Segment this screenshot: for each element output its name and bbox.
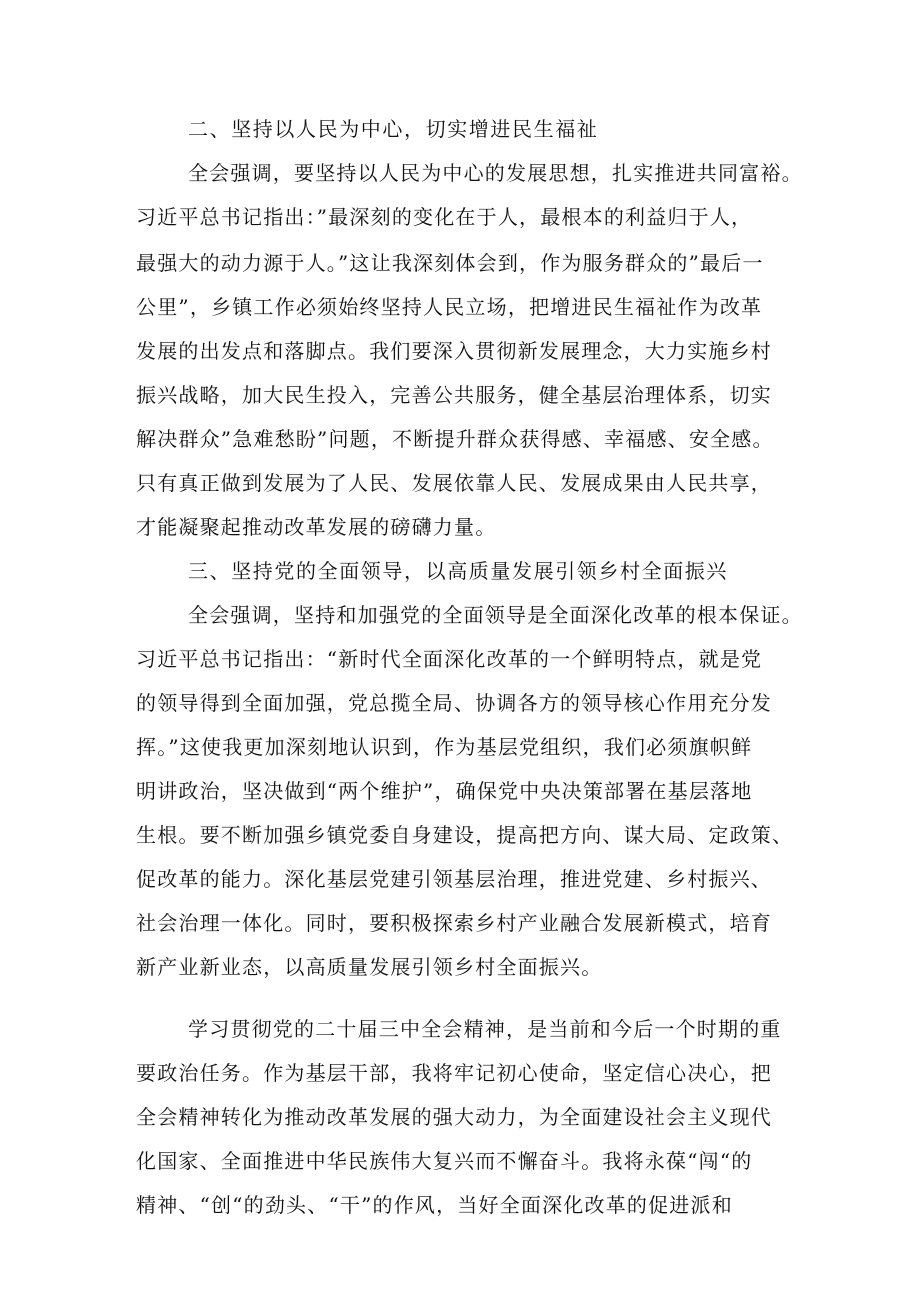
paragraph-line: 明讲政治，坚决做到“两个维护”，确保党中央决策部署在基层落地 xyxy=(136,779,753,803)
paragraph-line: 促改革的能力。深化基层党建引领基层治理，推进党建、乡村振兴、 xyxy=(136,867,772,891)
paragraph-line: 解决群众”急难愁盼”问题，不断提升群众获得感、幸福感、安全感。 xyxy=(136,427,774,451)
paragraph-line: 社会治理一体化。同时，要积极探索乡村产业融合发展新模式，培育 xyxy=(136,911,772,935)
paragraph-line: 全会精神转化为推动改革发展的强大动力，为全面建设社会主义现代 xyxy=(136,1105,772,1129)
section-heading-2: 二、坚持以人民为中心，切实增进民生福祉 xyxy=(188,117,599,141)
paragraph-line: 挥。”这使我更加深刻地认识到，作为基层党组织，我们必须旗帜鲜 xyxy=(136,735,753,759)
paragraph-line: 习近平总书记指出：“新时代全面深化改革的一个鲜明特点，就是党 xyxy=(136,647,763,671)
paragraph-line: 发展的出发点和落脚点。我们要深入贯彻新发展理念，大力实施乡村 xyxy=(136,339,772,363)
paragraph-line: 公里”，乡镇工作必须始终坚持人民立场，把增进民生福祉作为改革 xyxy=(136,295,763,319)
paragraph-line: 精神、“创“的劲头、“干”的作风，当好全面深化改革的促进派和 xyxy=(136,1193,733,1217)
paragraph-line: 的领导得到全面加强，党总揽全局、协调各方的领导核心作用充分发 xyxy=(136,691,772,715)
paragraph-line: 全会强调，坚持和加强党的全面领导是全面深化改革的根本保证。 xyxy=(188,603,803,627)
paragraph-line: 才能凝聚起推动改革发展的磅礴力量。 xyxy=(136,515,497,539)
paragraph-line: 学习贯彻党的二十届三中全会精神，是当前和今后一个时期的重 xyxy=(188,1017,782,1041)
paragraph-line: 最强大的动力源于人。”这让我深刻体会到，作为服务群众的”最后一 xyxy=(136,251,764,275)
paragraph-line: 要政治任务。作为基层干部，我将牢记初心使命，坚定信心决心，把 xyxy=(136,1061,772,1085)
paragraph-line: 习近平总书记指出：”最深刻的变化在于人，最根本的利益归于人， xyxy=(136,205,753,229)
paragraph-line: 生根。要不断加强乡镇党委自身建设，提高把方向、谋大局、定政策、 xyxy=(136,823,794,847)
paragraph-line: 全会强调，要坚持以人民为中心的发展思想，扎实推进共同富裕。 xyxy=(188,161,803,185)
section-heading-3: 三、坚持党的全面领导，以高质量发展引领乡村全面振兴 xyxy=(188,559,728,583)
paragraph-line: 化国家、全面推进中华民族伟大复兴而不懈奋斗。我将永葆“闯“的 xyxy=(136,1149,753,1173)
paragraph-line: 振兴战略，加大民生投入，完善公共服务，健全基层治理体系，切实 xyxy=(136,383,772,407)
paragraph-line: 新产业新业态，以高质量发展引领乡村全面振兴。 xyxy=(136,955,603,979)
paragraph-line: 只有真正做到发展为了人民、发展依靠人民、发展成果由人民共享， xyxy=(136,471,772,495)
